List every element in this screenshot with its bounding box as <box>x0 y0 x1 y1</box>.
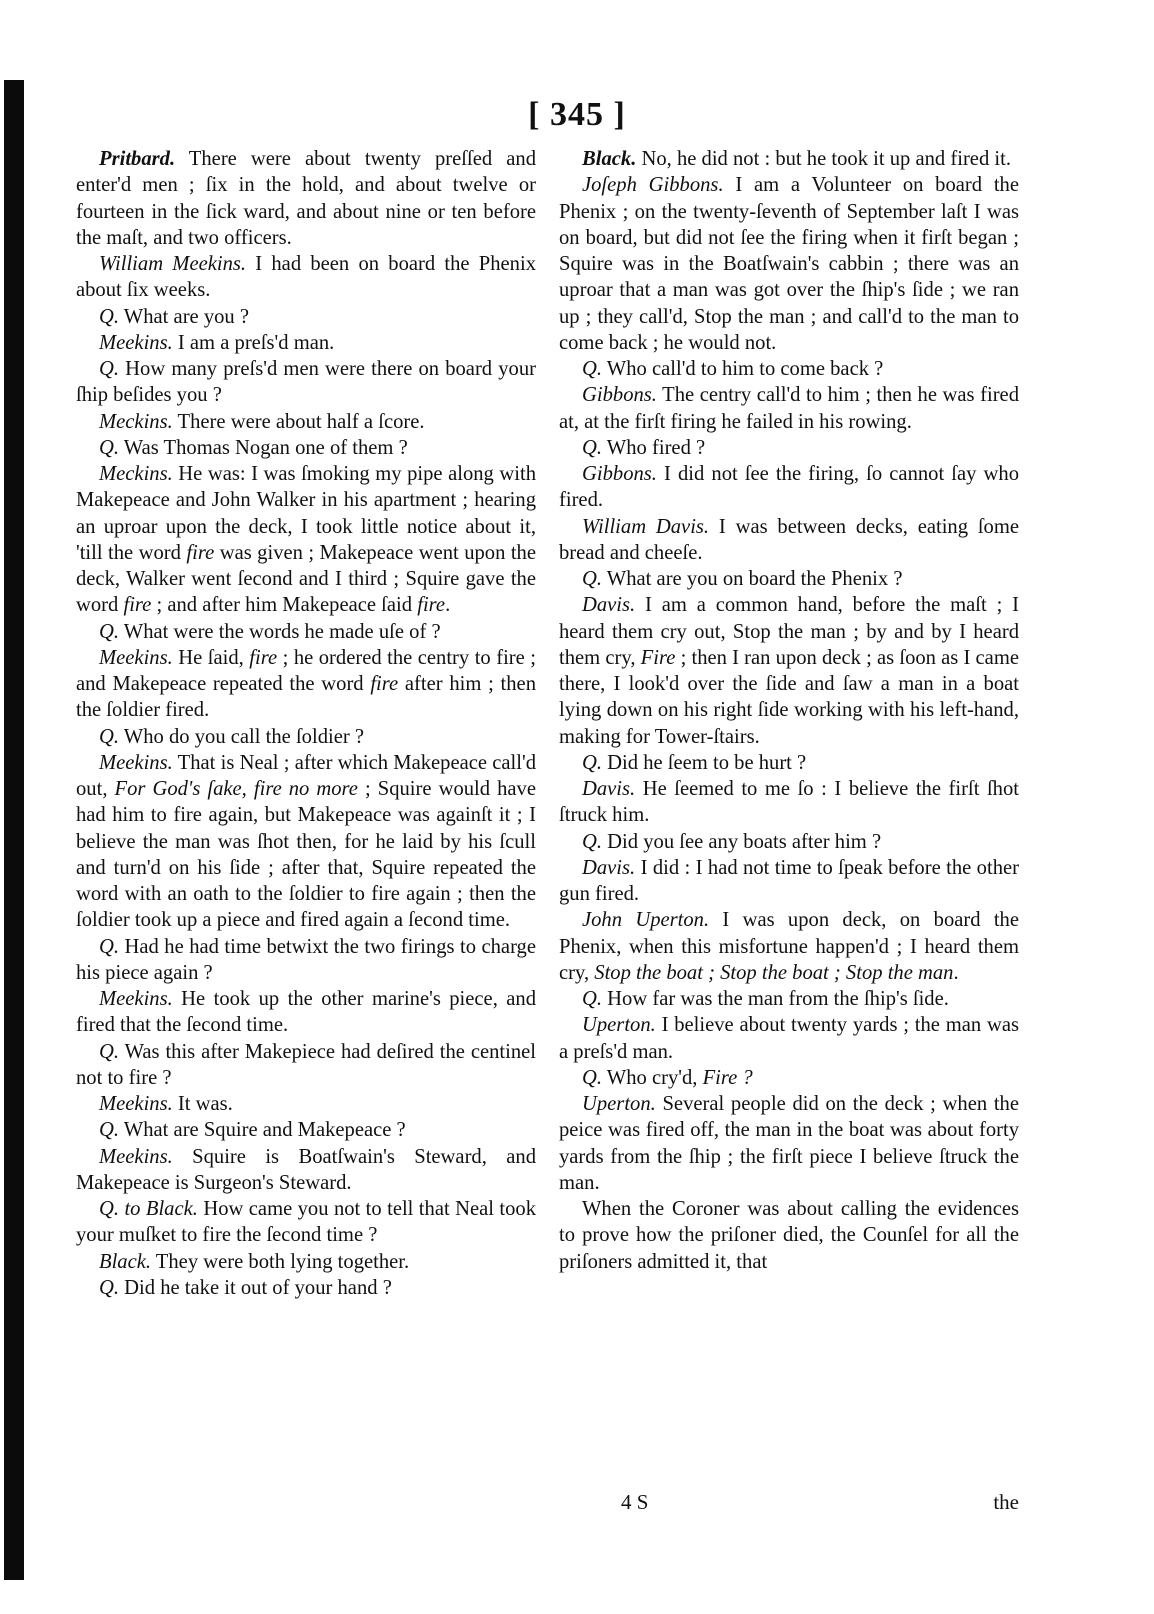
speaker-name: Davis. <box>582 778 636 800</box>
speaker-name: Uperton. <box>582 1093 656 1115</box>
speaker-name: Q. <box>99 358 120 380</box>
paragraph-text: How came you not to tell that Neal took your muſket to fire the ſecond time ? <box>76 1198 537 1247</box>
paragraph-text: When the Coroner was about calling the evidences to prove how the priſoner died, the Counſel for all the priſoners admitted it, that <box>559 1198 1019 1273</box>
speaker-name: Meckins. <box>99 410 173 433</box>
testimony-paragraph <box>76 619 536 645</box>
paragraph-text: What are you ? <box>119 305 250 328</box>
emphasized-word: to Black. <box>124 1198 198 1220</box>
testimony-paragraph <box>559 1012 1019 1065</box>
testimony-paragraph <box>76 409 536 435</box>
testimony-paragraph <box>559 592 1019 750</box>
testimony-paragraph <box>559 461 1019 514</box>
testimony-paragraph <box>76 1144 536 1197</box>
catchword: the <box>993 1490 1019 1514</box>
speaker-name: Black. <box>99 1250 152 1273</box>
testimony-paragraph <box>559 829 1019 855</box>
testimony-paragraph <box>76 1275 536 1301</box>
paragraph-text: ; he ordered the centry to fire ; and Makepeace repeated the word <box>76 646 536 695</box>
testimony-paragraph <box>76 435 536 461</box>
paragraph-text: ; then I ran upon deck ; as ſoon as I came there, I look'd over the ſide and ſaw a man in a boat lying down on his right ſide working with his left-hand, making for Tower-ſtairs. <box>559 646 1019 748</box>
speaker-name: Meekins. <box>99 1093 173 1115</box>
paragraph-text: He took up the other marine's piece, and fired that the ſecond time. <box>76 988 536 1037</box>
speaker-name: Q. <box>582 568 603 590</box>
speaker-name: Meekins. <box>99 988 173 1010</box>
speaker-name: Uperton. <box>582 1014 656 1037</box>
speaker-name: Pritbard. <box>99 148 176 170</box>
paragraph-text: I had been on board the Phenix about ſix weeks. <box>76 253 536 302</box>
testimony-paragraph <box>76 645 536 724</box>
testimony-paragraph <box>76 1091 536 1117</box>
testimony-paragraph <box>559 1091 1019 1196</box>
testimony-paragraph <box>76 146 536 251</box>
paragraph-text: Who fired ? <box>602 436 706 459</box>
paragraph-text: Who do you call the ſoldier ? <box>119 725 364 748</box>
paragraph-text: Who call'd to him to come back ? <box>602 358 884 380</box>
testimony-paragraph <box>559 855 1019 908</box>
speaker-name: Q. <box>99 1119 120 1142</box>
page-number: [ 345 ] <box>528 96 626 133</box>
paragraph-text: I am a preſs'd man. <box>172 331 335 354</box>
paragraph-text: I was upon deck, on board the Phenix, when this misfortune happen'd ; I heard them cry, <box>559 909 1019 984</box>
testimony-paragraph <box>559 1065 1019 1091</box>
emphasized-word: fire <box>123 594 152 617</box>
testimony-paragraph <box>76 750 536 934</box>
testimony-paragraph <box>76 934 536 987</box>
paragraph-text: Did he ſeem to be hurt ? <box>602 751 807 774</box>
testimony-paragraph <box>559 146 1019 172</box>
speaker-name: Q. <box>99 620 120 643</box>
speaker-name: Q. <box>99 1040 120 1063</box>
paragraph-text: ; and after him Makepeace ſaid <box>151 594 418 617</box>
testimony-paragraph <box>559 907 1019 986</box>
paragraph-text: They were both lying together. <box>151 1250 410 1273</box>
emphasized-word: Fire <box>640 646 676 669</box>
paragraph-text: Was Thomas Nogan one of them ? <box>119 436 408 459</box>
speaker-name: Q. <box>582 830 603 853</box>
speaker-name: Davis. <box>582 594 636 617</box>
testimony-paragraph <box>76 986 536 1039</box>
speaker-name: Davis. <box>582 856 636 879</box>
speaker-name: Meckins. <box>99 463 173 485</box>
paragraph-text: I am a common hand, before the maſt ; I heard them cry out, Stop the man ; by and by I heard them cry, <box>559 594 1019 669</box>
book-spine-shadow <box>4 80 24 1580</box>
speaker-name: Q. <box>99 436 120 459</box>
speaker-name: Q. <box>99 935 120 958</box>
speaker-name: Meekins. <box>99 646 173 669</box>
emphasized-word: For God's ſake, fire no more <box>114 778 358 800</box>
paragraph-text: How far was the man from the ſhip's ſide. <box>602 988 949 1010</box>
paragraph-text: Did he take it out of your hand ? <box>119 1276 392 1299</box>
emphasized-word: fire <box>370 673 399 695</box>
speaker-name: Q. <box>99 305 120 328</box>
speaker-name: Q. <box>582 751 603 774</box>
paragraph-text: I was between decks, eating ſome bread and cheeſe. <box>559 515 1020 564</box>
paragraph-text: What are you on board the Phenix ? <box>602 568 903 590</box>
testimony-paragraph <box>76 251 536 304</box>
speaker-name: Joſeph Gibbons. <box>582 174 724 197</box>
paragraph-text: It was. <box>172 1093 233 1115</box>
testimony-paragraph <box>559 172 1019 356</box>
paragraph-text: . <box>953 961 959 984</box>
testimony-paragraph <box>76 724 536 750</box>
testimony-paragraph <box>559 435 1019 461</box>
testimony-paragraph <box>76 1039 536 1092</box>
testimony-paragraph <box>559 356 1019 382</box>
paragraph-text: . <box>445 594 451 617</box>
paragraph-text: No, he did not : but he took it up and fired it. <box>636 148 1011 170</box>
testimony-paragraph <box>559 750 1019 776</box>
testimony-paragraph <box>559 382 1019 435</box>
paragraph-text: That is Neal ; after which Makepeace call'd out, <box>76 751 536 800</box>
testimony-paragraph <box>76 356 536 409</box>
speaker-name: Q. <box>99 725 120 748</box>
speaker-name: Q. <box>99 1198 120 1220</box>
speaker-name: Q. <box>582 1066 603 1089</box>
testimony-paragraph <box>76 330 536 356</box>
paragraph-text: I did : I had not time to ſpeak before the other gun fired. <box>559 856 1019 905</box>
speaker-name: Gibbons. <box>582 384 657 407</box>
paragraph-text: He ſeemed to me ſo : I believe the firſt ſhot ſtruck him. <box>559 778 1019 827</box>
paragraph-text: What are Squire and Makepeace ? <box>119 1119 406 1142</box>
paragraph-text: after him ; then the ſoldier fired. <box>76 673 536 722</box>
testimony-paragraph <box>76 1196 536 1249</box>
testimony-paragraph <box>76 461 536 619</box>
speaker-name: Q. <box>582 358 603 380</box>
speaker-name: Gibbons. <box>582 463 657 485</box>
emphasized-word: Stop the boat ; Stop the boat ; Stop the man <box>594 961 954 984</box>
paragraph-text: Who cry'd, <box>602 1066 703 1089</box>
paragraph-text: I am a Volunteer on board the Phenix ; on the twenty-ſeventh of September laſt I was on board, but did not ſee the firing when it firſt began ; Squire was in the Boatſwain's cabbin ; there was an uproar that a man was got over the ſhip's ſide ; we ran up ; they call'd, Stop the man ; and call'd to the man to come back ; he would not. <box>559 174 1019 354</box>
paragraph-text: Several people did on the deck ; when the peice was fired off, the man in the boat was about forty yards from the ſhip ; the firſt piece I believe ſtruck the man. <box>559 1093 1019 1194</box>
paragraph-text: There were about twenty preſſed and enter'd men ; ſix in the hold, and about twelve or fourteen in the ſick ward, and about nine or ten before the maſt, and two officers. <box>76 148 536 249</box>
testimony-paragraph <box>559 514 1019 567</box>
paragraph-text: Squire is Boatſwain's Steward, and Makepeace is Surgeon's Steward. <box>76 1145 536 1194</box>
paragraph-text: How many preſs'd men were there on board your ſhip beſides you ? <box>76 358 536 407</box>
speaker-name: Q. <box>582 436 603 459</box>
testimony-paragraph <box>559 566 1019 592</box>
speaker-name: Meekins. <box>99 1145 173 1168</box>
speaker-name: William Meekins. <box>99 253 247 275</box>
speaker-name: John Uperton. <box>582 909 710 932</box>
emphasized-word: fire <box>249 646 278 669</box>
testimony-paragraph <box>559 776 1019 829</box>
paragraph-text: Had he had time betwixt the two firings to charge his piece again ? <box>76 935 536 984</box>
paragraph-text: The centry call'd to him ; then he was fired at, at the firſt firing he failed in his rowing. <box>559 384 1019 433</box>
testimony-paragraph <box>559 986 1019 1012</box>
paragraph-text: What were the words he made uſe of ? <box>119 620 441 643</box>
paragraph-text: I believe about twenty yards ; the man was a preſs'd man. <box>559 1014 1019 1063</box>
paragraph-text: was given ; Makepeace went upon the deck, Walker went ſecond and I third ; Squire gave the word <box>76 541 536 617</box>
left-column <box>76 146 536 1301</box>
paragraph-text: ; Squire would have had him to fire again, but Makepeace was againſt it ; I believe the man was ſhot then, for he laid by his ſcull and turn'd on his ſide ; after that, Squire repeated the word with an oath to the ſoldier to fire again ; then the ſoldier took up a piece and fired again a ſecond time. <box>76 778 536 932</box>
paragraph-text: Did you ſee any boats after him ? <box>602 830 882 853</box>
testimony-paragraph <box>559 1196 1019 1275</box>
emphasized-word: fire <box>186 541 215 564</box>
paragraph-text: Was this after Makepiece had deſired the centinel not to fire ? <box>76 1040 536 1089</box>
speaker-name: Meekins. <box>99 751 173 774</box>
paragraph-text: I did not ſee the firing, ſo cannot ſay who fired. <box>559 463 1019 512</box>
speaker-name: William Davis. <box>582 515 710 538</box>
right-column <box>559 146 1019 1275</box>
testimony-paragraph <box>76 1117 536 1143</box>
testimony-paragraph <box>76 304 536 330</box>
speaker-name: Q. <box>582 988 603 1010</box>
speaker-name: Meekins. <box>99 331 173 354</box>
paragraph-text: He was: I was ſmoking my pipe along with Makepeace and John Walker in his apartment ; hearing an uproar upon the deck, I took little notice about it, 'till the word <box>76 463 536 564</box>
page-footer <box>559 1490 1019 1520</box>
paragraph-text: There were about half a ſcore. <box>172 410 425 433</box>
emphasized-word: fire <box>417 594 446 617</box>
testimony-paragraph <box>76 1249 536 1275</box>
signature-mark: 4 S <box>621 1490 649 1514</box>
emphasized-word: Fire ? <box>702 1066 753 1089</box>
paragraph-text: He ſaid, <box>172 646 250 669</box>
speaker-name: Q. <box>99 1276 120 1299</box>
speaker-name: Black. <box>582 148 637 170</box>
